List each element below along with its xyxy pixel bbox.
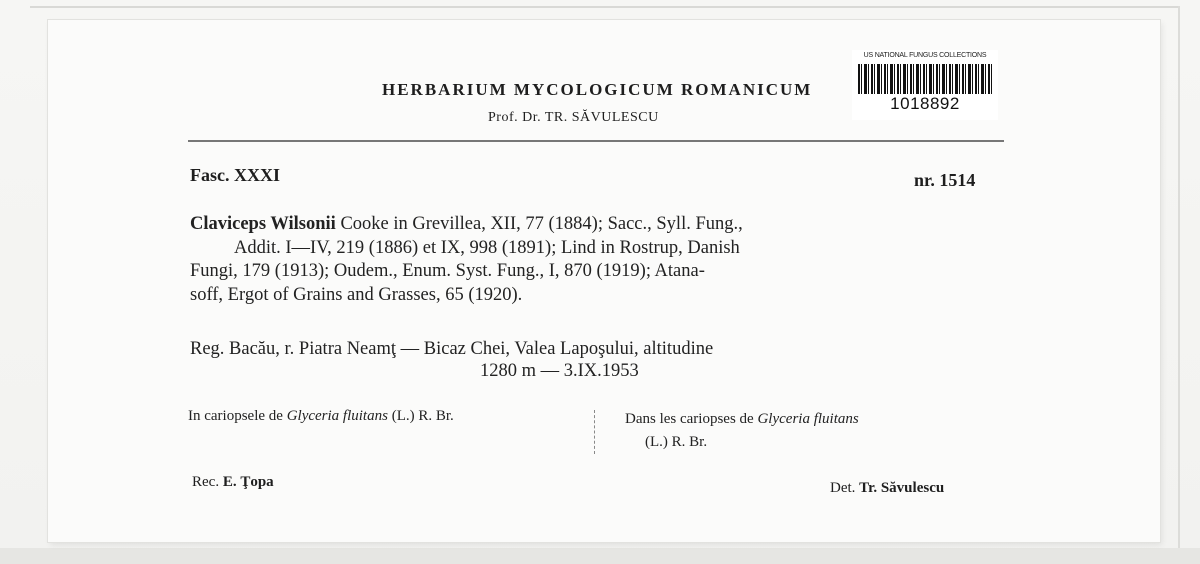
host-ro-before: In cariopsele de — [188, 408, 287, 424]
citation-line-3: Fungi, 179 (1913); Oudem., Enum. Syst. Fung., I, 870 (1919); Atana- — [190, 261, 705, 281]
host-fr-line-1 — [625, 408, 1015, 431]
sheet-bottom-shadow — [0, 548, 1200, 564]
barcode-number: 1018892 — [890, 94, 960, 113]
host-ro-genus: Glyceria fluitans — [286, 408, 388, 424]
determiner — [830, 480, 944, 497]
taxon-name: Claviceps Wilsonii — [190, 214, 336, 234]
host-romanian — [188, 408, 588, 425]
barcode-caption: US NATIONAL FUNGUS COLLECTIONS — [863, 52, 987, 59]
locality-line-1: Reg. Bacău, r. Piatra Neamţ — Bicaz Chei, Valea Lapoşului, altitudine — [190, 339, 714, 359]
citation-line-4: soff, Ergot of Grains and Grasses, 65 (1920). — [190, 284, 523, 305]
institution-subtitle: Prof. Dr. TR. SĂVULESCU — [488, 110, 659, 125]
barcode-label — [852, 50, 998, 120]
citation-line-2: Addit. I—IV, 219 (1886) et IX, 998 (1891); Lind in Rostrup, Danish — [234, 237, 740, 258]
locality-line-2: 1280 m — 3.IX.1953 — [480, 361, 639, 381]
specimen-number: nr. 1514 — [914, 170, 976, 190]
host-ro-after: (L.) R. Br. — [387, 408, 454, 424]
host-fr-before: Dans les cariopses de — [625, 411, 758, 427]
collector-prefix: Rec. — [192, 474, 223, 490]
collector-name: E. Ţopa — [222, 474, 274, 490]
host-french — [625, 408, 1015, 454]
header-rule — [188, 140, 1004, 142]
determiner-prefix: Det. — [830, 480, 860, 496]
taxon-citation — [190, 213, 1006, 307]
determiner-name: Tr. Săvulescu — [859, 480, 945, 496]
citation-line-1 — [190, 213, 1006, 237]
host-fr-line-2: (L.) R. Br. — [645, 434, 708, 450]
sheet-right-edge — [1178, 6, 1180, 556]
locality — [190, 338, 1006, 382]
collector — [192, 474, 274, 491]
citation-line-1-text: Cooke in Grevillea, XII, 77 (1884); Sacc., Syll. Fung., — [335, 214, 743, 234]
host-divider — [594, 410, 595, 454]
fascicle: Fasc. XXXI — [190, 165, 280, 185]
host-fr-genus: Glyceria fluitans — [757, 411, 859, 427]
barcode-bars — [858, 64, 992, 94]
sheet-top-edge — [30, 6, 1178, 8]
institution-title: HERBARIUM MYCOLOGICUM ROMANICUM — [382, 80, 813, 99]
